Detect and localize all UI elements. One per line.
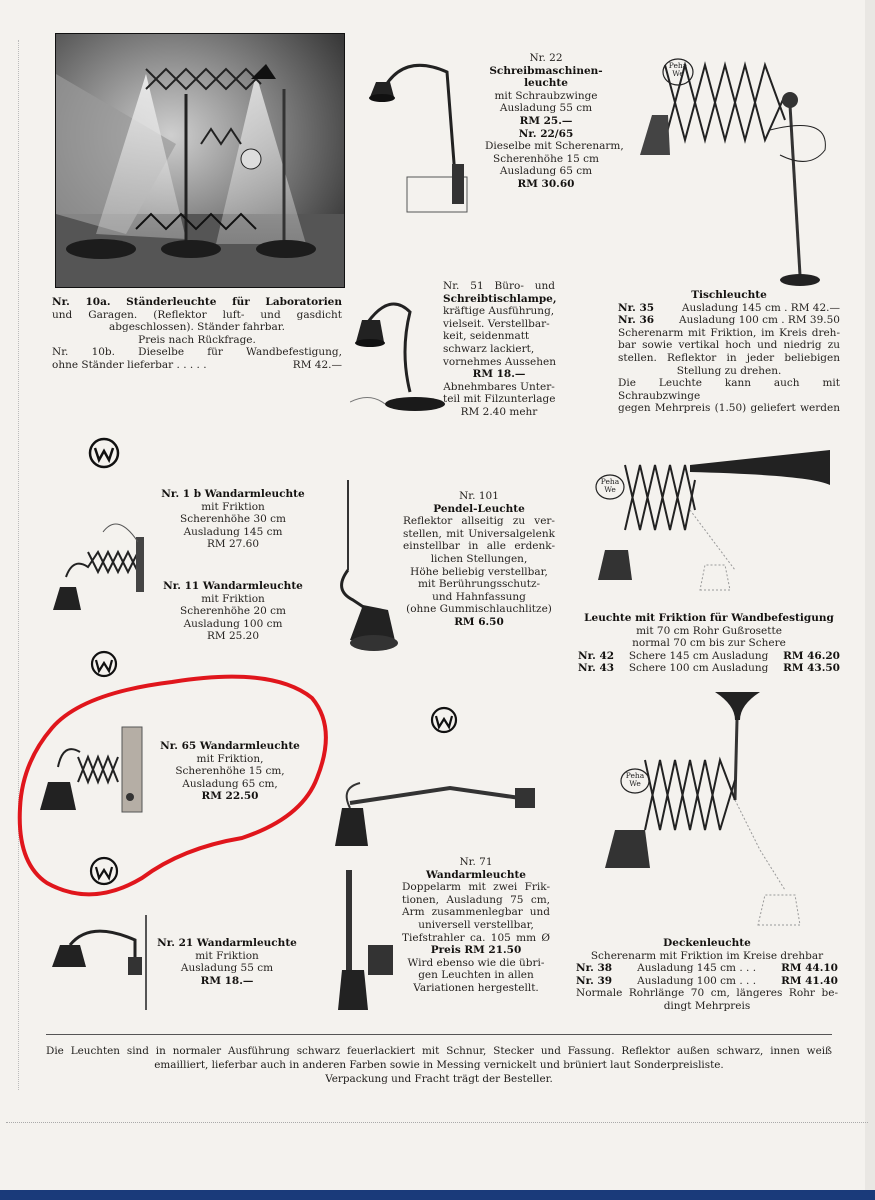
- item-nr65-description: Nr. 65 Wandarmleuchte mit Friktion, Scherenhöhe 15 cm, Ausladung 65 cm, RM 22.50: [160, 740, 300, 803]
- lamp-illustration-icon: [600, 690, 830, 930]
- lamp-nr65-illustration: [38, 722, 150, 822]
- scan-dotted-line: [6, 1122, 868, 1125]
- item-tischleuchte-description: Tischleuchte Nr. 35 Ausladung 145 cm . RM 42.— Nr. 36 Ausladung 100 cm . RM 39.50 Scherenarm mit Friktion, im Kreis dreh- bar sowie vertikal hoch und niedrig zu stellen. Reflektor in jeder beliebigen Stellung zu drehen. Die Leuchte kann auch mit Schraubzwinge gegen Mehrpreis (1.50) geliefert werden: [618, 289, 840, 415]
- item-nr11-description: Nr. 11 Wandarmleuchte mit Friktion Scherenhöhe 20 cm Ausladung 100 cm RM 25.20: [163, 580, 303, 643]
- lamp-nr21-illustration: [50, 915, 150, 1015]
- lamp-nr1b-illustration: [48, 512, 153, 612]
- peha-we-logo: Peha We: [662, 58, 694, 90]
- deckenleuchte-illustration: [600, 690, 830, 930]
- scan-edge: [865, 0, 875, 1190]
- lamp-illustration-icon: [590, 440, 840, 600]
- peha-we-logo-mark: [89, 856, 119, 890]
- lamp-illustration-icon: [38, 722, 150, 822]
- lamp-nr71-illustration-bottom: [328, 870, 408, 1015]
- footer-notes: Die Leuchten sind in normaler Ausführung schwarz feuerlackiert mit Schnur, Stecker und Fassung. Reflektor außen schwarz, innen weiß emailliert, lieferbar auch in anderen Farben sowie in Messing vernickelt und brüniert laut Sonderpreisliste. Verpackung und Fracht trägt der Besteller.: [46, 1045, 832, 1085]
- wall-friction-lamp-illustration: [590, 440, 840, 600]
- peha-we-logo-icon: [430, 706, 458, 734]
- peha-we-logo-mark: [430, 706, 458, 738]
- lamp-illustration-icon: [350, 292, 450, 422]
- item-nr21-description: Nr. 21 Wandarmleuchte mit Friktion Ausladung 55 cm RM 18.—: [157, 937, 297, 987]
- item-nr101-description: Nr. 101 Pendel-Leuchte Reflektor allseitig zu ver- stellen, mit Universalgelenk einstellbar in alle erdenk- lichen Stellungen, Höhe beliebig verstellbar, mit Berührungsschutz- und Hahnfassung (ohne Gummischlauchlitze) RM 6.50: [403, 490, 555, 628]
- lamp-nr22-illustration: [362, 52, 482, 222]
- scan-bottom-edge: [0, 1190, 875, 1200]
- peha-we-logo-icon: [88, 437, 120, 469]
- item-deckenleuchte-description: Deckenleuchte Scherenarm mit Friktion im Kreise drehbar Nr. 38 Ausladung 145 cm . . . RM 44.10 Nr. 39 Ausladung 100 cm . . . RM 41.40 Normale Rohrlänge 70 cm, längeres Rohr be- dingt Mehrpreis: [576, 937, 838, 1012]
- lamp-illustration-icon: [328, 480, 403, 665]
- footer-rule: [46, 1034, 832, 1035]
- lamp-illustration-icon: [362, 52, 482, 222]
- lamp-illustration-icon: [330, 768, 545, 848]
- photograph-icon: [56, 34, 344, 287]
- peha-we-logo-icon: [89, 856, 119, 886]
- peha-we-logo-oval: Peha We: [595, 474, 625, 504]
- lamp-illustration-icon: [328, 870, 408, 1015]
- peha-we-logo-oval: Peha We: [620, 768, 650, 798]
- item-nr71-description: Nr. 71 Wandarmleuchte Doppelarm mit zwei Frik- tionen, Ausladung 75 cm, Arm zusammenlegbar und universell verstellbar, Tiefstrahler ca. 105 mm Ø Preis RM 21.50 Wird ebenso wie die übri- gen Leuchten in allen Variationen hergestellt.: [402, 856, 550, 994]
- item-nr22-description: Nr. 22 Schreibmaschinen- leuchte mit Schraubzwinge Ausladung 55 cm RM 25.— Nr. 22/65 Dieselbe mit Scherenarm, Scherenhöhe 15 cm Ausladung 65 cm RM 30.60: [485, 52, 624, 190]
- item-nr10-description: Nr. 10a. Ständerleuchte für Laboratorien und Garagen. (Reflektor luft- und gasdicht abgeschlossen). Ständer fahrbar. Preis nach Rückfrage. Nr. 10b. Dieselbe für Wandbefestigung, ohne Ständer lieferbar . . . . . RM 42.—: [52, 296, 342, 371]
- lamp-nr101-illustration: [328, 480, 403, 665]
- lamp-nr71-illustration-top: [330, 768, 545, 848]
- lamp-illustration-icon: [48, 512, 153, 612]
- lamp-illustration-icon: [50, 915, 150, 1015]
- item-nr1b-description: Nr. 1 b Wandarmleuchte mit Friktion Scherenhöhe 30 cm Ausladung 145 cm RM 27.60: [161, 488, 305, 551]
- lamp-nr51-illustration: [350, 292, 450, 422]
- scan-margin-dots: [18, 40, 23, 1090]
- item-nr51-description: Nr. 51 Büro- und Schreibtischlampe, kräftige Ausführung, vielseit. Verstellbar- keit, seidenmatt schwarz lackiert, vornehmes Aussehen RM 18.— Abnehmbares Unter- teil mit Filzunterlage RM 2.40 mehr: [443, 280, 557, 418]
- photograph-nr10: [55, 33, 345, 288]
- peha-we-logo-mark: [88, 437, 120, 473]
- item-friktion-description: Leuchte mit Friktion für Wandbefestigung mit 70 cm Rohr Gußrosette normal 70 cm bis zur Schere Nr. 42 Schere 145 cm Ausladung RM 46.20 Nr. 43 Schere 100 cm Ausladung RM 43.50: [578, 612, 840, 675]
